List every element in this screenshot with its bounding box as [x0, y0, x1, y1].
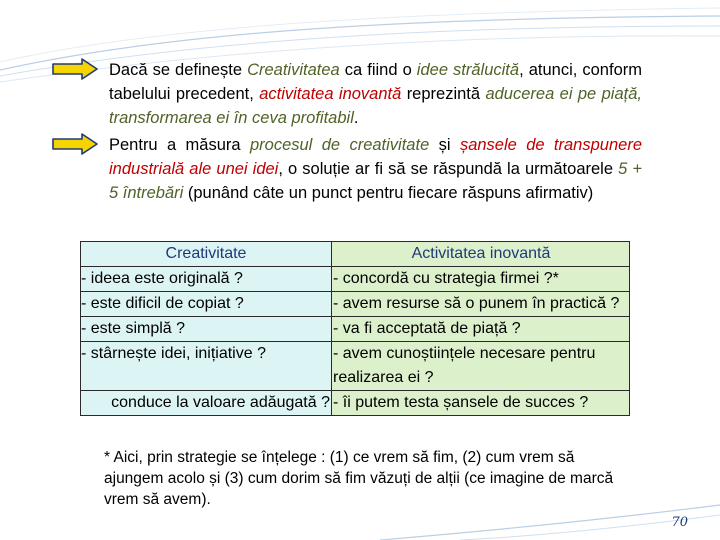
question-right: - îi putem testa șansele de succes ?: [332, 391, 630, 416]
paragraph-text-segment: , o soluție ar fi să se răspundă la următoarele: [278, 160, 619, 178]
paragraph-text-segment: Pentru a măsura: [109, 136, 250, 154]
page-number: 70: [671, 515, 688, 530]
paragraph-text-segment: Creativitatea: [247, 61, 340, 79]
paragraph-text-segment: și: [429, 136, 460, 154]
question-right: - avem resurse să o punem în practică ?: [332, 292, 630, 317]
header-activitatea-inovanta: Activitatea inovantă: [332, 242, 630, 267]
paragraph-text-segment: șansele de transpunere industrială ale unei idei: [109, 136, 642, 178]
right-arrow-icon: [52, 58, 98, 80]
paragraph-text-segment: (punând câte un punct pentru fiecare răspuns afirmativ): [183, 184, 594, 202]
header-creativitate: Creativitate: [81, 242, 332, 267]
question-left: - este simplă ?: [81, 317, 332, 342]
question-right: - va fi acceptată de piață ?: [332, 317, 630, 342]
paragraph-text-segment: 5 + 5 întrebări: [109, 160, 642, 202]
questions-table: [80, 241, 630, 416]
paragraph-text-segment: idee strălucită: [416, 61, 520, 79]
paragraph-text-segment: Dacă se definește: [109, 61, 248, 79]
table-row: [81, 317, 630, 342]
table-row: [81, 267, 630, 292]
paragraph-text-segment: reprezintă: [401, 85, 486, 103]
table-row: [81, 391, 630, 416]
table-row: [81, 292, 630, 317]
question-left: - stârnește idei, inițiative ?: [81, 342, 332, 391]
paragraph-text-segment: , atunci, conform tabelului precedent,: [109, 61, 642, 103]
question-left: - ideea este originală ?: [81, 267, 332, 292]
paragraph-creativity-definition: [109, 58, 642, 130]
question-left: - este dificil de copiat ?: [81, 292, 332, 317]
paragraph-text-segment: activitatea inovantă: [259, 85, 402, 103]
question-right: - concordă cu strategia firmei ?*: [332, 267, 630, 292]
paragraph-text-segment: aducerea ei pe piață, transformarea ei în ceva profitabil: [109, 85, 642, 127]
question-right: - avem cunoștiințele necesare pentru realizarea ei ?: [332, 342, 630, 391]
footnote: * Aici, prin strategie se înțelege : (1) ce vrem să fim, (2) cum vrem să ajungem acolo și (3) cum dorim să fim văzuți de alții (ce imagine de marcă vrem să avem).: [104, 449, 614, 508]
paragraph-measurement-method: [109, 133, 642, 205]
question-left: conduce la valoare adăugată ?: [81, 391, 332, 416]
table-header-row: [81, 242, 630, 267]
right-arrow-icon: [52, 133, 98, 155]
paragraph-text-segment: ca fiind o: [339, 61, 417, 79]
paragraph-text-segment: procesul de creativitate: [249, 136, 430, 154]
table-row: [81, 342, 630, 391]
paragraph-text-segment: .: [353, 109, 359, 127]
